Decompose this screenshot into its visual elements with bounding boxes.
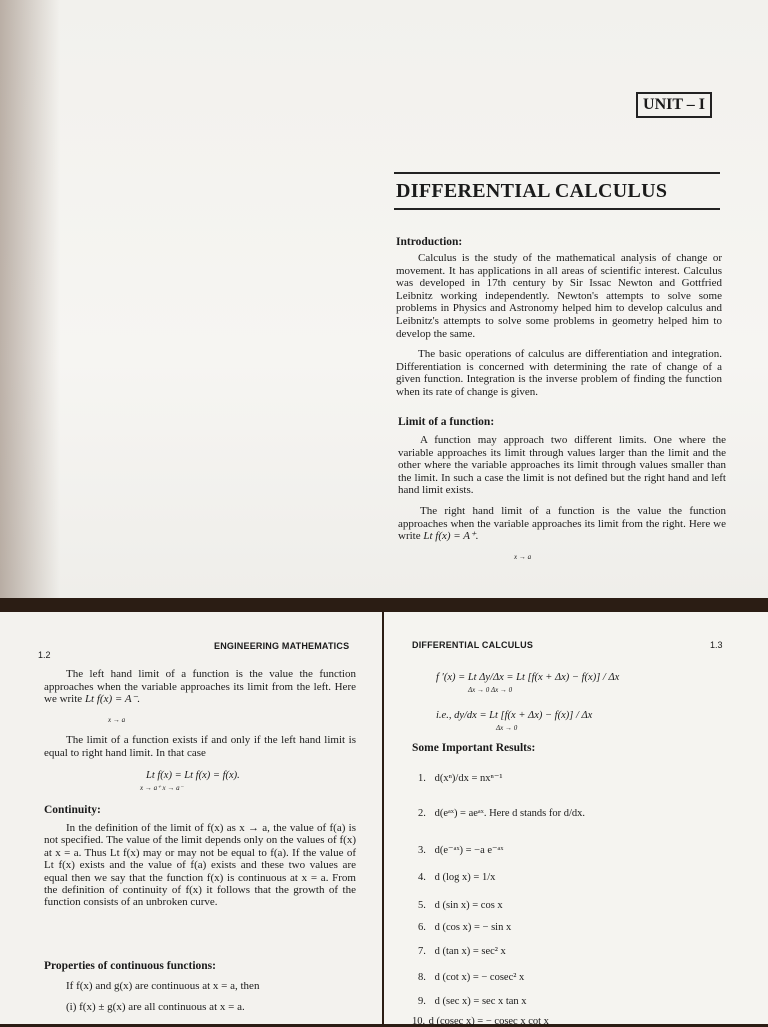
properties-heading: Properties of continuous functions: xyxy=(44,960,216,972)
result-formula: d (cosec x) = − cosec x cot x xyxy=(428,1016,549,1027)
left-limit-paragraph xyxy=(44,668,356,706)
right-limit-formula: Lt f(x) = A⁺. xyxy=(423,530,479,543)
result-number: 10. xyxy=(412,1016,426,1027)
results-heading: Some Important Results: xyxy=(412,742,536,754)
result-item xyxy=(418,844,503,856)
result-number: 7. xyxy=(418,946,426,957)
intro-paragraphs xyxy=(396,252,722,399)
result-item xyxy=(412,1016,549,1027)
limit-paragraph-2 xyxy=(398,505,726,543)
page-shadow xyxy=(0,0,60,598)
chapter-rule-top xyxy=(394,172,720,174)
intro-heading: Introduction: xyxy=(396,236,463,248)
page-number-left: 1.2 xyxy=(38,650,51,660)
limit-exists-text: The limit of a function exists if and only if the left hand limit is equal to right hand limit. In that case xyxy=(44,734,356,759)
intro-paragraph-2: The basic operations of calculus are differentiation and integration. Differentiation is concerned with determining the rate of change of a given function. Integration is the inverse problem of finding the function when its rate of change is given. xyxy=(396,348,722,398)
limit-paragraphs xyxy=(398,434,726,543)
result-number: 9. xyxy=(418,996,426,1007)
result-item xyxy=(418,872,495,883)
running-head-left: ENGINEERING MATHEMATICS xyxy=(214,641,350,651)
result-formula: d (sec x) = sec x tan x xyxy=(434,996,527,1007)
right-book-page xyxy=(384,612,768,1027)
derivative-notation: i.e., dy/dx = Lt [f(x + Δx) − f(x)] / Δx xyxy=(436,710,593,721)
limit-paragraph-1: A function may approach two different limits. One where the variable approaches its limit through values larger than the limit and the other where the variable approaches its limit through values smaller than the limit. In such a case the limit is not defined but the right hand and left hand limit exists. xyxy=(398,434,726,497)
derivative-definition-subscript: Δx → 0 Δx → 0 xyxy=(468,686,513,694)
result-item xyxy=(418,996,527,1007)
intro-paragraph-1: Calculus is the study of the mathematical analysis of change or movement. It has applications in all areas of scientific interest. Calculus was developed in 17th century by Sir Issac Newton and Gottfried Leibnitz working independently. Newton's attempts to solve some problems in Physics and Astronomy helped him to develop calculus and Leibnitz's attempts to solve some problems in geometry helped him to develop the same. xyxy=(396,252,722,340)
result-number: 5. xyxy=(418,900,426,911)
continuity-text: In the definition of the limit of f(x) as x → a, the value of f(a) is not specified. The value of the limit depends only on the values of f(x) at x = a. Thus Lt f(x) may or may not be equal to f(a). If the value of Lt f(x) exists and the value of f(a) exists and these two values are equal then we say that the function f(x) is continuous at x = a. From the definition of continuity of f(x) it follows that the growth of the function consists of an unbroken curve. xyxy=(44,822,356,909)
result-formula: d (cot x) = − cosec² x xyxy=(434,972,525,983)
result-item xyxy=(418,772,503,784)
result-item xyxy=(418,972,524,983)
limit-exists-paragraph xyxy=(44,734,356,759)
limit-heading: Limit of a function: xyxy=(398,416,495,428)
result-item xyxy=(418,946,506,957)
result-formula: d (log x) = 1/x xyxy=(434,872,496,883)
right-limit-subscript: x → a xyxy=(514,553,532,561)
result-item xyxy=(418,922,511,933)
properties-text: If f(x) and g(x) are continuous at x = a, then xyxy=(66,980,260,992)
left-book-page xyxy=(0,612,382,1024)
result-formula: d(xⁿ)/dx = nxⁿ⁻¹ xyxy=(434,773,503,784)
result-formula: d(e⁻ᵃˣ) = −a e⁻ᵃˣ xyxy=(434,845,504,856)
left-limit-subscript: x → a xyxy=(108,716,126,724)
result-item xyxy=(418,808,585,819)
result-number: 2. xyxy=(418,808,426,819)
continuity-heading: Continuity: xyxy=(44,804,101,816)
result-number: 3. xyxy=(418,845,426,856)
result-number: 1. xyxy=(418,773,426,784)
properties-paragraph xyxy=(44,980,356,1013)
result-number: 4. xyxy=(418,872,426,883)
running-head-right: DIFFERENTIAL CALCULUS xyxy=(412,640,534,650)
unit-label: UNIT – I xyxy=(636,92,712,118)
result-number: 6. xyxy=(418,922,426,933)
result-formula: d(eᵃˣ) = aeᵃˣ. Here d stands for d/dx. xyxy=(434,808,586,819)
limit-equality-subscript: x → a⁺ x → a⁻ xyxy=(140,784,184,792)
derivative-notation-subscript: Δx → 0 xyxy=(496,724,518,732)
result-number: 8. xyxy=(418,972,426,983)
limit-equality-formula: Lt f(x) = Lt f(x) = f(x). xyxy=(146,770,240,781)
derivative-definition: f ′(x) = Lt Δy/Δx = Lt [f(x + Δx) − f(x)] / Δx xyxy=(436,672,620,683)
left-limit-formula: Lt f(x) = A⁻. xyxy=(84,693,141,706)
chapter-title: DIFFERENTIAL CALCULUS xyxy=(396,180,668,202)
continuity-paragraph xyxy=(44,822,356,909)
limit-paragraph-2-text: The right hand limit of a function is the value the function approaches when the variable approaches its limit from the right. Here we write xyxy=(398,504,726,543)
result-formula: d (cos x) = − sin x xyxy=(434,922,512,933)
chapter-rule-bottom xyxy=(394,208,720,210)
result-formula: d (tan x) = sec² x xyxy=(434,946,506,957)
page-number-right: 1.3 xyxy=(710,640,723,650)
properties-item-1: (i) f(x) ± g(x) are all continuous at x = a. xyxy=(66,1000,245,1013)
result-formula: d (sin x) = cos x xyxy=(434,900,503,911)
result-item xyxy=(418,900,503,911)
left-limit-text xyxy=(44,668,356,706)
left-limit-sentence: The left hand limit of a function is the value the function approaches when the variable approaches its limit from the left. Here we write xyxy=(44,668,356,706)
